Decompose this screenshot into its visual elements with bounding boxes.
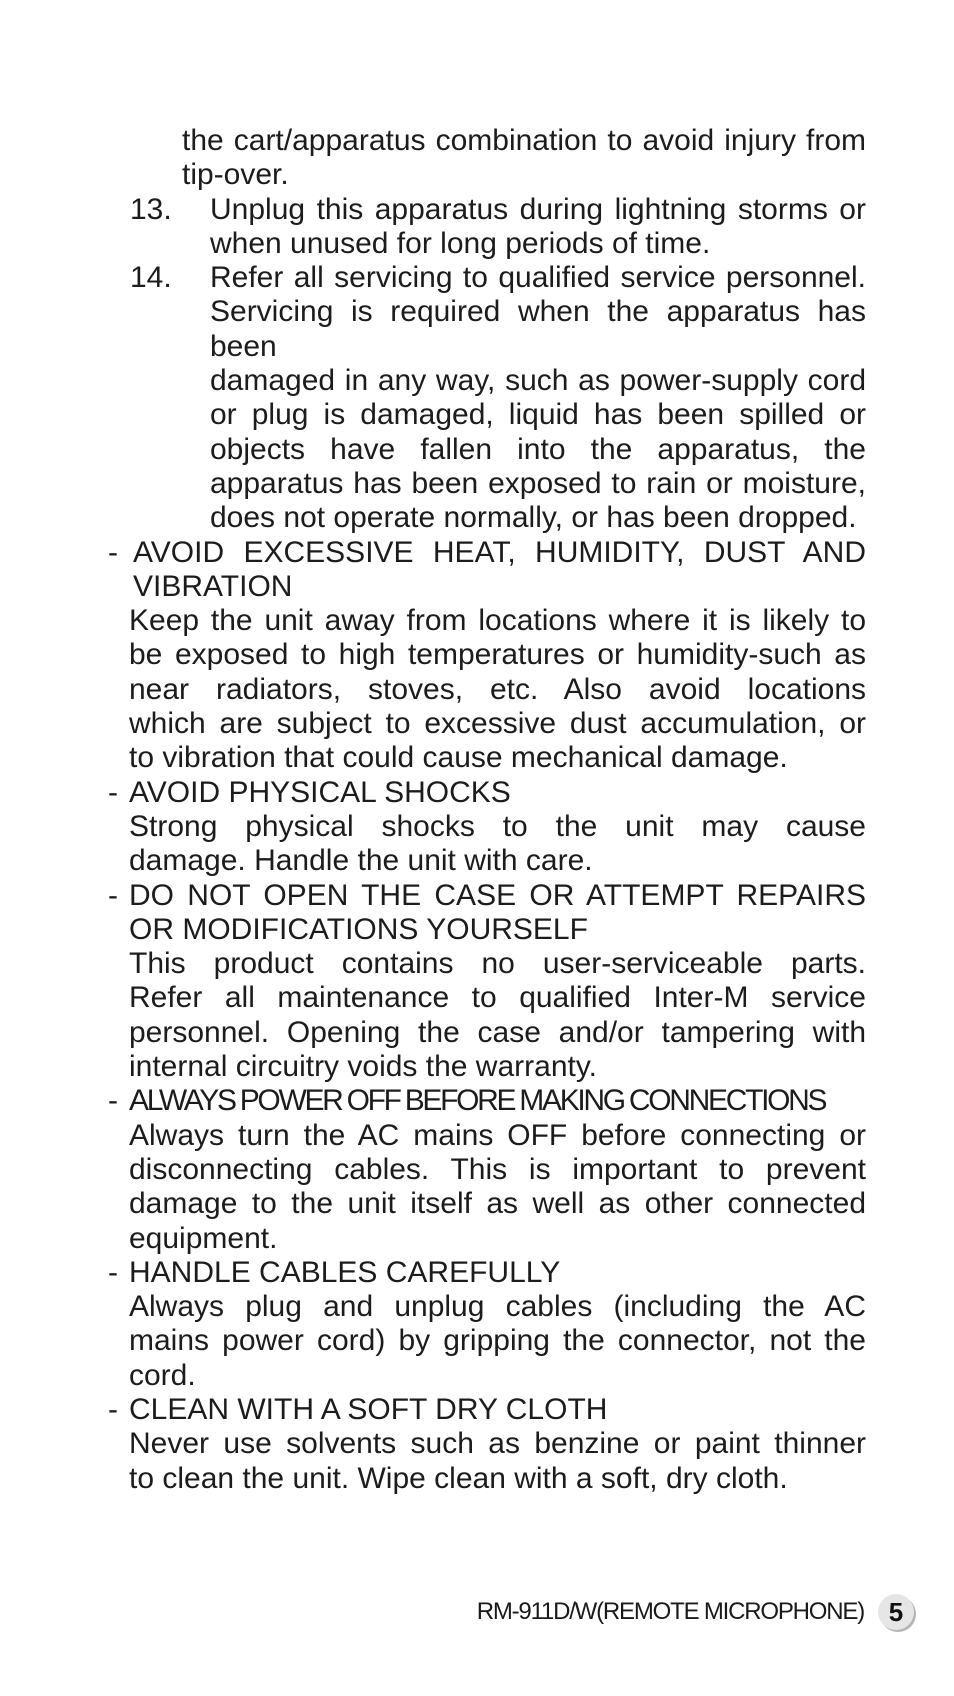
text-line: Strong physical shocks to the unit may cause [129, 809, 866, 843]
model-label: RM-911D/W(REMOTE MICROPHONE) [476, 1598, 864, 1625]
text-line: or plug is damaged, liquid has been spilled or [210, 398, 866, 432]
text-line: Refer all servicing to qualified service personnel. [210, 261, 866, 295]
text-line: equipment. [129, 1221, 278, 1255]
text-line: disconnecting cables. This is important to prevent [129, 1152, 866, 1186]
bullet-dash: - [108, 1255, 118, 1289]
text-line: near radiators, stoves, etc. Also avoid locations [129, 672, 866, 706]
text-line: personnel. Opening the case and/or tampering with [129, 1015, 866, 1049]
text-line: internal circuitry voids the warranty. [129, 1050, 597, 1084]
page-footer [477, 1594, 914, 1630]
precaution-physical-shocks [108, 776, 866, 879]
section-heading: OR MODIFICATIONS YOURSELF [129, 912, 588, 946]
precaution-clean-cloth [108, 1393, 866, 1496]
precaution-do-not-open [108, 879, 866, 1085]
manual-content [108, 124, 866, 1496]
text-line: objects have fallen into the apparatus, the [210, 432, 866, 466]
text-line: cord. [129, 1358, 196, 1392]
text-line: mains power cord) by gripping the connector, not the [129, 1324, 866, 1358]
numbered-item-14 [130, 261, 866, 535]
section-heading: DO NOT OPEN THE CASE OR ATTEMPT REPAIRS [129, 878, 866, 912]
text-line: Servicing is required when the apparatus has been [210, 295, 866, 363]
text-line: be exposed to high temperatures or humidity-such as [129, 638, 866, 672]
section-heading: CLEAN WITH A SOFT DRY CLOTH [129, 1392, 608, 1426]
bullet-dash: - [108, 1084, 118, 1118]
text-line: Always plug and unplug cables (including the AC [129, 1290, 866, 1324]
text-line: damage to the unit itself as well as other connected [129, 1187, 866, 1221]
text-line: the cart/apparatus combination to avoid injury from [182, 124, 866, 157]
section-heading: VIBRATION [133, 569, 293, 603]
text-line: Refer all maintenance to qualified Inter-M service [129, 981, 866, 1015]
item-number: 14. [130, 261, 172, 295]
text-line: tip-over. [182, 158, 289, 192]
numbered-item-13 [130, 193, 866, 262]
section-heading: HANDLE CABLES CAREFULLY [129, 1255, 561, 1289]
precaution-power-off [108, 1084, 866, 1255]
text-line: when unused for long periods of time. [210, 226, 711, 260]
page-number-badge: 5 [878, 1594, 914, 1630]
text-line: Always turn the AC mains OFF before connecting or [129, 1118, 866, 1152]
text-line: does not operate normally, or has been dropped. [210, 501, 857, 535]
text-line: to clean the unit. Wipe clean with a soft, dry cloth. [129, 1461, 788, 1495]
text-line: to vibration that could cause mechanical damage. [129, 741, 788, 775]
bullet-dash: - [108, 878, 118, 912]
text-line: This product contains no user-serviceable parts. [129, 947, 866, 981]
text-line: which are subject to excessive dust accumulation, or [129, 707, 866, 741]
item-number: 13. [130, 192, 172, 226]
text-line: Keep the unit away from locations where it is likely to [129, 604, 866, 638]
text-line: apparatus has been exposed to rain or moisture, [210, 466, 866, 500]
precaution-heat-humidity [108, 536, 866, 776]
precaution-handle-cables [108, 1256, 866, 1393]
text-line: damaged in any way, such as power-supply cord [210, 364, 866, 398]
text-line: Unplug this apparatus during lightning storms or [210, 192, 866, 226]
bullet-dash: - [108, 775, 118, 809]
section-heading: ALWAYS POWER OFF BEFORE MAKING CONNECTIONS [129, 1084, 826, 1118]
intro-continuation [108, 124, 866, 193]
bullet-dash: - [108, 1392, 118, 1426]
text-line: Never use solvents such as benzine or paint thinner [129, 1427, 866, 1461]
section-heading: AVOID PHYSICAL SHOCKS [129, 775, 511, 809]
section-heading: AVOID EXCESSIVE HEAT, HUMIDITY, DUST AND [133, 535, 866, 569]
bullet-dash: - [108, 535, 118, 569]
text-line: damage. Handle the unit with care. [129, 844, 593, 878]
